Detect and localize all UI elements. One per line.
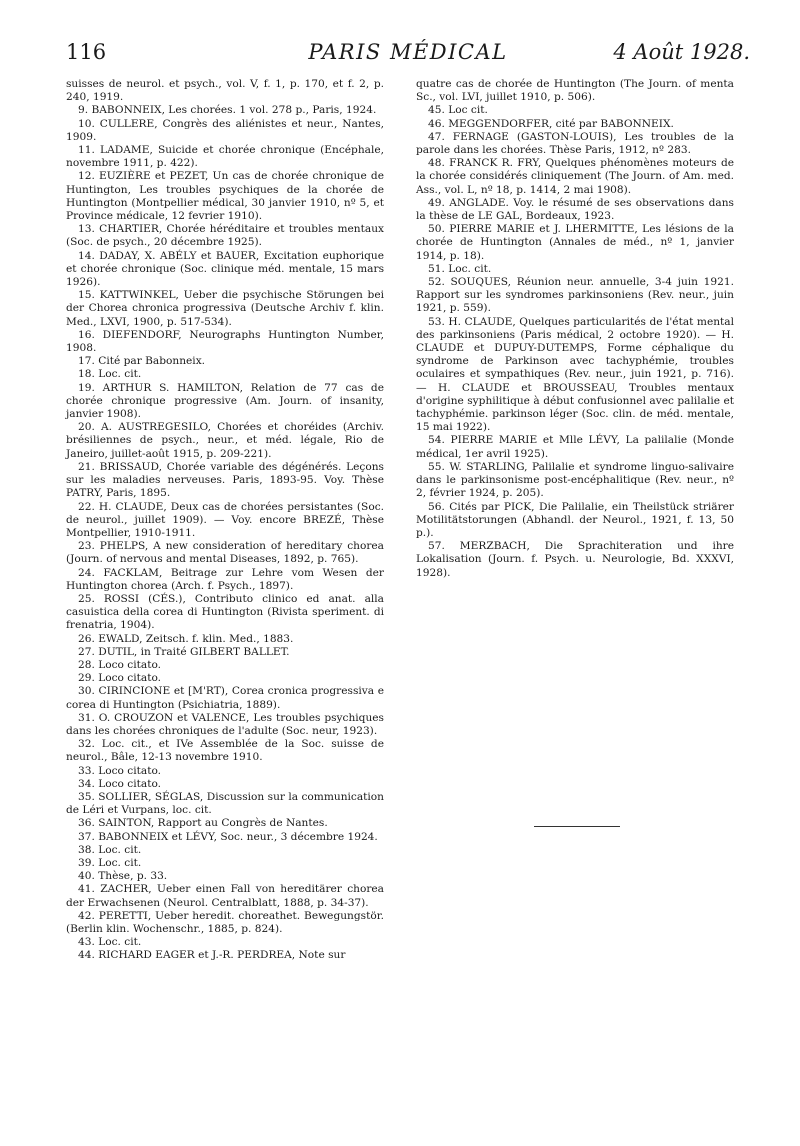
reference-entry: 54. PIERRE MARIE et Mlle LÉVY, La palilalie (Monde médical, 1er avril 1925).: [416, 434, 734, 460]
reference-entry: 56. Cités par PICK, Die Palilalie, ein Theilstück striärer Motilitätstorungen (Abhandl. der Neurol., 1921, f. 13, 50 p.).: [416, 500, 734, 539]
reference-entry: 52. SOUQUES, Réunion neur. annuelle, 3-4 juin 1921. Rapport sur les syndromes parkinsoniens (Rev. neur., juin 1921, p. 559).: [416, 276, 734, 315]
reference-entry: 57. MERZBACH, Die Sprachiteration und ihre Lokalisation (Journ. f. Psych. u. Neurologie, Bd. XXXVI, 1928).: [416, 540, 734, 579]
reference-entry: 33. Loco citato.: [78, 764, 162, 777]
section-divider: [534, 826, 620, 827]
reference-entry: 16. DIEFENDORF, Neurographs Huntington Number, 1908.: [66, 328, 384, 355]
reference-entry: 27. DUTIL, in Traité GILBERT BALLET.: [78, 645, 290, 658]
reference-entry: 9. BABONNEIX, Les chorées. 1 vol. 278 p., Paris, 1924.: [78, 104, 377, 117]
reference-entry: 51. Loc. cit.: [428, 262, 492, 275]
issue-date: 4 Août 1928.: [613, 40, 750, 64]
reference-entry: 44. RICHARD EAGER et J.-R. PERDREA, Note sur: [78, 949, 346, 962]
reference-entry: 39. Loc. cit.: [78, 856, 142, 869]
reference-entry: 17. Cité par Babonneix.: [78, 355, 206, 368]
reference-entry: 49. ANGLADE. Voy. le résumé de ses observations dans la thèse de LE GAL, Bordeaux, 1923.: [416, 196, 734, 223]
reference-entry: 24. FACKLAM, Beitrage zur Lehre vom Wesen der Huntington chorea (Arch. f. Psych., 1897).: [66, 566, 384, 592]
reference-entry: 23. PHELPS, A new consideration of hereditary chorea (Journ. of nervous and mental Diseases, 1892, p. 765).: [66, 540, 384, 566]
reference-entry: 35. SOLLIER, SÉGLAS, Discussion sur la communication de Léri et Vurpans, loc. cit.: [66, 790, 384, 817]
reference-entry: 20. A. AUSTREGESILO, Chorées et choréides (Archiv. brésiliennes de psych., neur., et méd. légale, Rio de Janeiro, juillet-août 1915, p. 209-221).: [66, 421, 384, 460]
reference-entry: 42. PERETTI, Ueber heredit. choreathet. Bewegungstör. (Berlin klin. Wochenschr., 1885, p. 824).: [66, 909, 384, 935]
reference-entry: 13. CHARTIER, Chorée héréditaire et troubles mentaux (Soc. de psych., 20 décembre 1925).: [66, 223, 384, 249]
page-header: [66, 40, 750, 76]
reference-entry: 41. ZACHER, Ueber einen Fall von hereditärer chorea der Erwachsenen (Neurol. Centralblatt, 1888, p. 34-37).: [66, 883, 384, 909]
reference-entry: 14. DADAY, X. ABÉLY et BAUER, Excitation euphorique et chorée chronique (Soc. clinique méd. mentale, 15 mars 1926).: [66, 249, 384, 289]
reference-entry: 37. BABONNEIX et LÉVY, Soc. neur., 3 décembre 1924.: [78, 830, 378, 843]
reference-entry: 10. CULLERE, Congrès des aliénistes et neur., Nantes, 1909.: [66, 117, 384, 143]
reference-entry: 29. Loco citato.: [78, 672, 162, 685]
reference-entry: 15. KATTWINKEL, Ueber die psychische Störungen bei der Chorea chronica progressiva (Deutsche Archiv f. klin. Med., LXVI, 1900, p. 517-534).: [66, 289, 384, 328]
left-column: [66, 78, 384, 963]
reference-entry: 47. FERNAGE (GASTON-LOUIS), Les troubles de la parole dans les chorées. Thèse Paris, 1912, nº 283.: [416, 130, 734, 157]
reference-entry: 22. H. CLAUDE, Deux cas de chorées persistantes (Soc. de neurol., juillet 1909). — Voy. encore BREZÉ, Thèse Montpellier, 1910-1911.: [66, 500, 384, 539]
reference-entry: 26. EWALD, Zeitsch. f. klin. Med., 1883.: [78, 632, 294, 645]
reference-entry: 46. MEGGENDORFER, cité par BABONNEIX.: [428, 117, 674, 130]
reference-entry: 40. Thèse, p. 33.: [78, 870, 168, 883]
reference-entry: 11. LADAME, Suicide et chorée chronique (Encéphale, novembre 1911, p. 422).: [66, 144, 384, 170]
right-column: [416, 78, 734, 580]
reference-entry: 28. Loco citato.: [78, 658, 162, 671]
reference-entry: 18. Loc. cit.: [78, 368, 142, 381]
reference-entry: 19. ARTHUR S. HAMILTON, Relation de 77 cas de chorée chronique progressive (Am. Journ. of insanity, janvier 1908).: [66, 381, 384, 421]
reference-entry: 32. Loc. cit., et IVe Assemblée de la Soc. suisse de neurol., Bâle, 12-13 novembre 1910.: [66, 738, 384, 764]
reference-entry: 48. FRANCK R. FRY, Quelques phénomènes moteurs de la chorée considérés cliniquement (The Journ. of Am. med. Ass., vol. L, nº 18, p. 1414, 2 mai 1908).: [416, 157, 734, 196]
reference-entry: quatre cas de chorée de Huntington (The Journ. of menta Sc., vol. LVI, juillet 1910, p. 506).: [416, 78, 734, 104]
reference-entry: 45. Loc cit.: [428, 104, 488, 117]
page-number: 116: [66, 40, 107, 64]
reference-entry: 12. EUZIÈRE et PEZET, Un cas de chorée chronique de Huntington, Les troubles psychiques de la chorée de Huntington (Montpellier médical, 30 janvier 1910, nº 5, et Province médicale, 12 fevrier 1910).: [66, 170, 384, 223]
reference-entry: 21. BRISSAUD, Chorée variable des dégénérés. Leçons sur les maladies nerveuses. Paris, 1893-95. Voy. Thèse PATRY, Paris, 1895.: [66, 460, 384, 500]
reference-entry: 36. SAINTON, Rapport au Congrès de Nantes.: [78, 817, 328, 830]
reference-entry: 31. O. CROUZON et VALENCE, Les troubles psychiques dans les chorées chroniques de l'adulte (Soc. neur, 1923).: [66, 711, 384, 737]
journal-title: PARIS MÉDICAL: [308, 40, 508, 64]
reference-entry: 25. ROSSI (CÉS.), Contributo clinico ed anat. alla casuistica della corea di Huntington (Rivista speriment. di frenatria, 1904).: [66, 592, 384, 632]
reference-entry: 53. H. CLAUDE, Quelques particularités de l'état mental des parkinsoniens (Paris médical, 2 octobre 1920). — H. CLAUDE et DUPUY-DUTEMPS, Forme céphalique du syndrome de Parkinson avec tachyphémie, troubles oculaires et sympathiques (Rev. neur., juin 1921, p. 716). — H. CLAUDE et BROUSSEAU, Troubles mentaux d'origine syphilitique à début confusionnel avec palilalie et tachyphémie. parkinson léger (Soc. clin. de méd. mentale, 15 mai 1922).: [416, 315, 734, 434]
reference-entry: 38. Loc. cit.: [78, 843, 142, 856]
reference-entry: 50. PIERRE MARIE et J. LHERMITTE, Les lésions de la chorée de Huntington (Annales de méd., nº 1, janvier 1914, p. 18).: [416, 223, 734, 262]
reference-entry: 34. Loco citato.: [78, 777, 162, 790]
reference-entry: 55. W. STARLING, Palilalie et syndrome linguo-salivaire dans le parkinsonisme post-encéphalitique (Rev. neur., nº 2, février 1924, p. 205).: [416, 460, 734, 500]
reference-entry: 30. CIRINCIONE et [M'RT), Corea cronica progressiva e corea di Huntington (Psichiatria, 1889).: [66, 685, 384, 711]
reference-entry: suisses de neurol. et psych., vol. V, f. 1, p. 170, et f. 2, p. 240, 1919.: [66, 78, 384, 104]
reference-entry: 43. Loc. cit.: [78, 936, 142, 949]
